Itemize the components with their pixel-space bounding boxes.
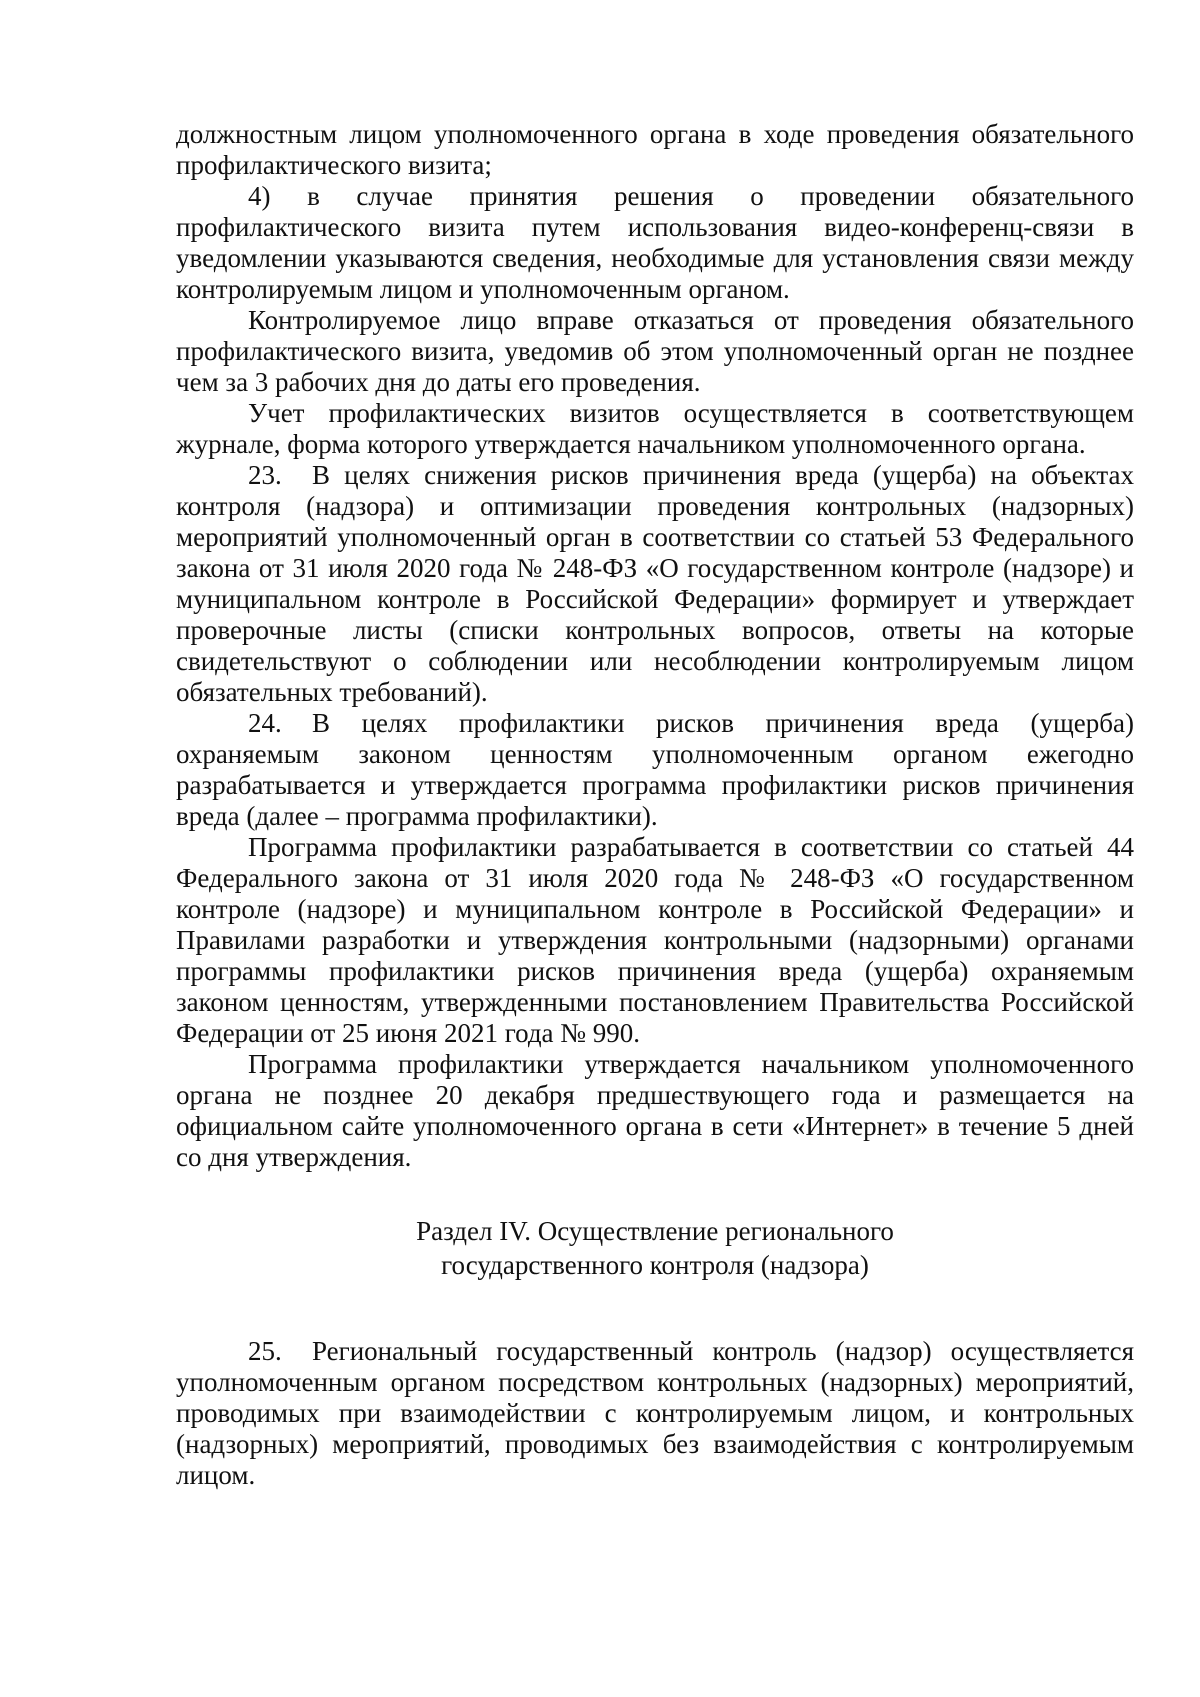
paragraph-continuation: должностным лицом уполномоченного органа в ходе проведения обязательного профилактического визита; xyxy=(176,119,1134,180)
paragraph-program-development: Программа профилактики разрабатывается в соответствии со статьей 44 Федерального закона от 31 июля 2020 года № 248-ФЗ «О государственном контроле (надзоре) и муниципальном контроле в Российской Федерации» и Правилами разработки и утверждения контрольными (надзорными) органами программы профилактики рисков причинения вреда (ущерба) охраняемым законом ценностям, утвержденными постановлением Правительства Российской Федерации от 25 июня 2021 года № 990. xyxy=(176,832,1134,1048)
clause-23 xyxy=(176,460,1134,708)
clause-25 xyxy=(176,1336,1134,1491)
paragraph-visit-accounting: Учет профилактических визитов осуществляется в соответствующем журнале, форма которого утверждается начальником уполномоченного органа. xyxy=(176,398,1134,459)
clause-number: 23. xyxy=(248,460,282,490)
clause-text: В целях снижения рисков причинения вреда (ущерба) на объектах контроля (надзора) и оптимизации проведения контрольных (надзорных) мероприятий уполномоченный орган в соответствии со статьей 53 Федерального закона от 31 июля 2020 года № 248-ФЗ «О государственном контроле (надзоре) и муниципальном контроле в Российской Федерации» формирует и утверждает проверочные листы (списки контрольных вопросов, ответы на которые свидетельствуют о соблюдении или несоблюдении контролируемым лицом обязательных требований). xyxy=(176,460,1134,707)
clause-text: В целях профилактики рисков причинения вреда (ущерба) охраняемым законом ценностям уполномоченным органом ежегодно разрабатывается и утверждается программа профилактики рисков причинения вреда (далее – программа профилактики). xyxy=(176,708,1134,831)
clause-text: Региональный государственный контроль (надзор) осуществляется уполномоченным органом посредством контрольных (надзорных) мероприятий, проводимых при взаимодействии с контролируемым лицом, и контрольных (надзорных) мероприятий, проводимых без взаимодействия с контролируемым лицом. xyxy=(176,1336,1134,1490)
clause-number: 25. xyxy=(248,1336,282,1366)
clause-number: 24. xyxy=(248,708,282,738)
paragraph-refusal-right: Контролируемое лицо вправе отказаться от проведения обязательного профилактического визита, уведомив об этом уполномоченный орган не позднее чем за 3 рабочих дня до даты его проведения. xyxy=(176,305,1134,397)
document-body xyxy=(176,119,1134,1491)
section-heading-line-1: Раздел IV. Осуществление регионального xyxy=(416,1216,894,1246)
section-heading xyxy=(176,1214,1134,1282)
section-heading-line-2: государственного контроля (надзора) xyxy=(441,1250,869,1280)
clause-24 xyxy=(176,708,1134,832)
paragraph-item-4: 4) в случае принятия решения о проведении обязательного профилактического визита путем использования видео-конференц-связи в уведомлении указываются сведения, необходимые для установления связи между контролируемым лицом и уполномоченным органом. xyxy=(176,181,1134,304)
paragraph-program-approval: Программа профилактики утверждается начальником уполномоченного органа не позднее 20 декабря предшествующего года и размещается на официальном сайте уполномоченного органа в сети «Интернет» в течение 5 дней со дня утверждения. xyxy=(176,1049,1134,1172)
